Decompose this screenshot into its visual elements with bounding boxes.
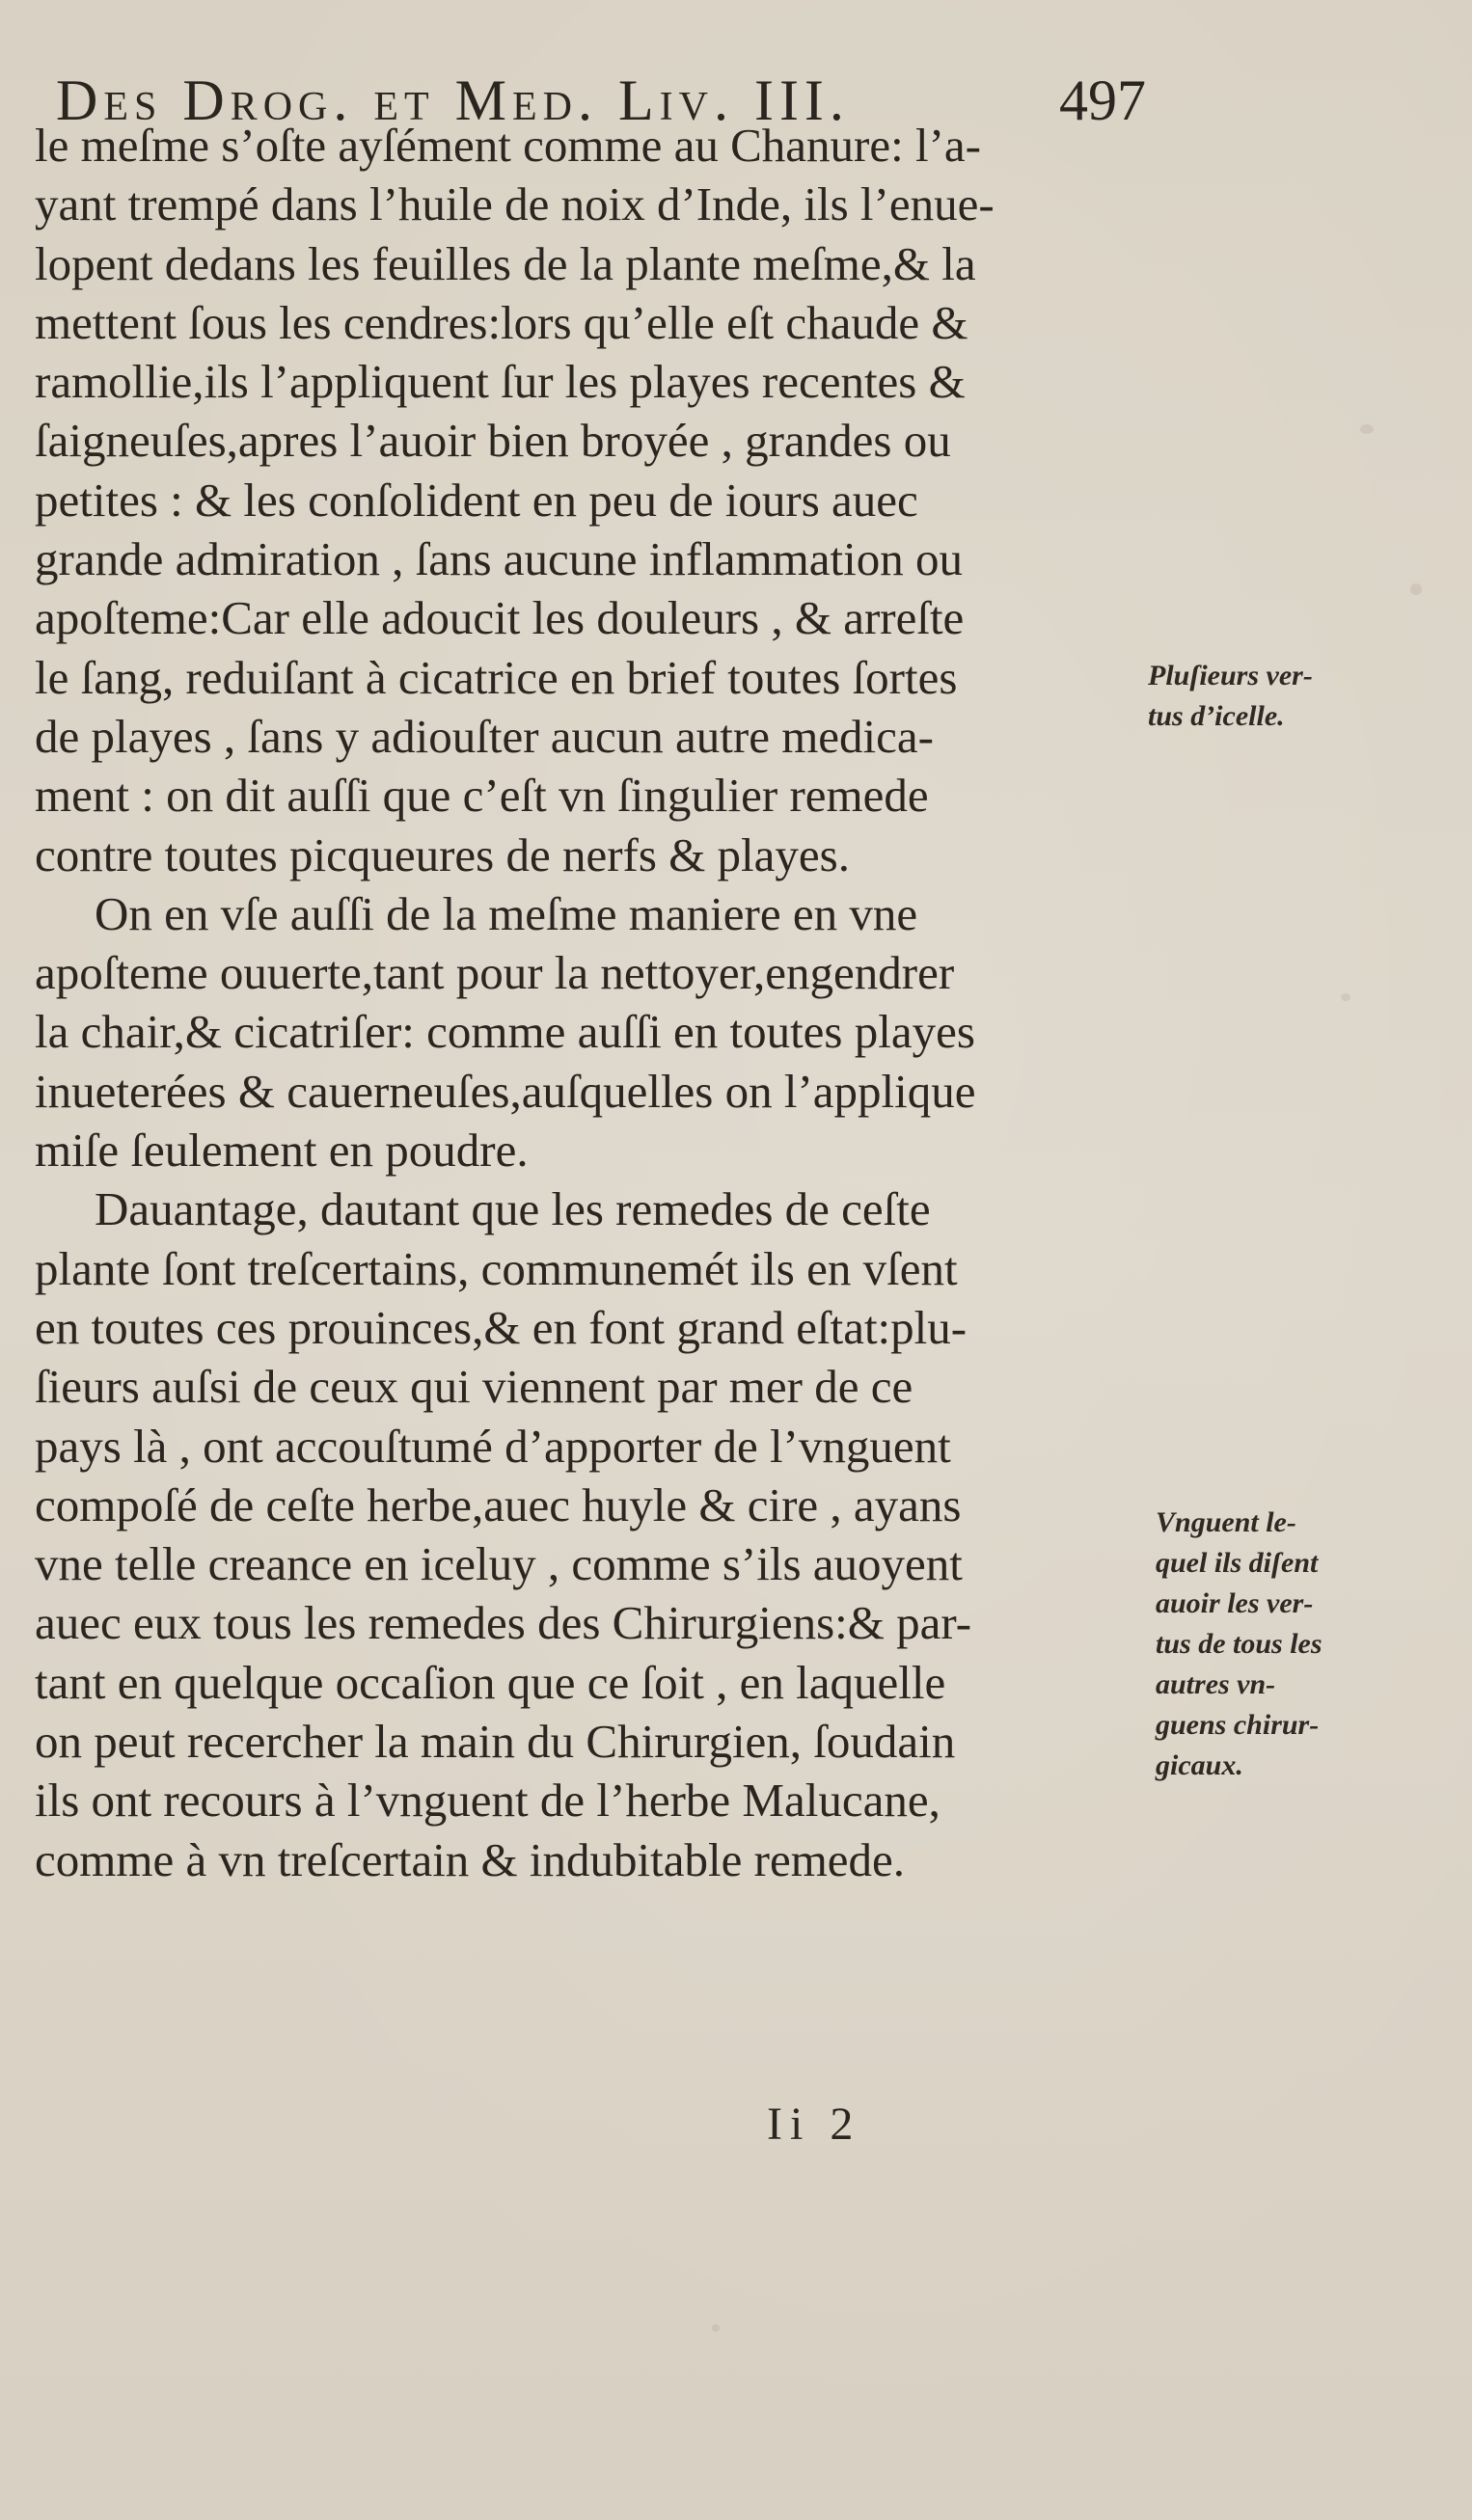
margin-note-line: tus de tous les (1156, 1628, 1322, 1660)
margin-note-line: autres vn- (1156, 1668, 1276, 1700)
margin-note (1148, 656, 1313, 737)
paper-stain (712, 2324, 720, 2332)
text-line: ſieurs auſsi de ceux qui viennent par mer de ce (35, 1360, 913, 1414)
running-head-title: Des Drog. et Med. Liv. III. (56, 68, 850, 132)
margin-note-line: guens chirur- (1156, 1709, 1320, 1741)
text-line: tant en quelque occaſion que ce ſoit , en laquelle (35, 1655, 946, 1709)
text-line: on peut recercher la main du Chirurgien, ſoudain (35, 1715, 956, 1769)
paragraph-start-line: On en vſe auſſi de la meſme maniere en vne (95, 886, 918, 940)
text-line: yant trempé dans l’huile de noix d’Inde, ils l’enue- (35, 177, 995, 231)
text-line: compoſé de ceſte herbe,auec huyle & cire , ayans (35, 1477, 962, 1531)
text-line: apoſteme ouuerte,tant pour la nettoyer,engendrer (35, 946, 955, 1000)
paragraph-start-line: Dauantage, dautant que les remedes de ceſte (95, 1182, 931, 1236)
margin-note-line: Pluſieurs ver- (1148, 660, 1313, 691)
text-line: plante ſont treſcertains, communemét ils en vſent (35, 1241, 958, 1295)
page-number: 497 (1059, 68, 1146, 132)
margin-note (1156, 1503, 1322, 1786)
text-line: inueterées & cauerneuſes,auſquelles on l’applique (35, 1064, 976, 1118)
signature-mark: Ii 2 (767, 2099, 861, 2150)
text-line: pays là , ont accouſtumé d’apporter de l’vnguent (35, 1419, 951, 1473)
main-text-block (35, 116, 1154, 1889)
text-line: en toutes ces prouinces,& en font grand eſtat:plu- (35, 1300, 968, 1354)
text-line: auec eux tous les remedes des Chirurgiens:& par- (35, 1596, 972, 1650)
text-line: petites : & les conſolident en peu de iours auec (35, 473, 918, 527)
text-line: lopent dedans les feuilles de la plante meſme,& la (35, 236, 976, 290)
text-line: ils ont recours à l’vnguent de l’herbe Malucane, (35, 1774, 940, 1828)
text-line: de playes , ſans y adiouſter aucun autre medica- (35, 709, 934, 763)
margin-note-line: Vnguent le- (1156, 1506, 1296, 1538)
text-line: ment : on dit auſſi que c’eſt vn ſingulier remede (35, 769, 929, 823)
text-line: ramollie,ils l’appliquent ſur les playes recentes & (35, 355, 966, 409)
text-line: la chair,& cicatriſer: comme auſſi en toutes playes (35, 1005, 975, 1059)
text-line: le meſme s’oſte ayſément comme au Chanure: l’a- (35, 119, 981, 172)
text-line: vne telle creance en iceluy , comme s’ils auoyent (35, 1537, 963, 1591)
text-line: mettent ſous les cendres:lors qu’elle eſt chaude & (35, 295, 968, 349)
text-line: ſaigneuſes,apres l’auoir bien broyée , grandes ou (35, 414, 951, 468)
text-line: miſe ſeulement en poudre. (35, 1124, 529, 1178)
margin-note-line: quel ils diſent (1156, 1547, 1319, 1579)
text-line: contre toutes picqueures de nerfs & playes. (35, 827, 850, 881)
margin-note-line: auoir les ver- (1156, 1587, 1314, 1619)
text-line: comme à vn treſcertain & indubitable remede. (35, 1832, 906, 1886)
paper-stain (1341, 993, 1350, 1001)
margin-note-line: gicaux. (1156, 1749, 1243, 1781)
text-line: le ſang, reduiſant à cicatrice en brief toutes ſortes (35, 650, 958, 704)
paper-stain (1360, 424, 1374, 434)
text-line: apoſteme:Car elle adoucit les douleurs , & arreſte (35, 591, 965, 645)
text-line: grande admiration , ſans aucune inflammation ou (35, 532, 964, 586)
paper-stain (1410, 583, 1422, 595)
margin-note-line: tus d’icelle. (1148, 700, 1285, 732)
